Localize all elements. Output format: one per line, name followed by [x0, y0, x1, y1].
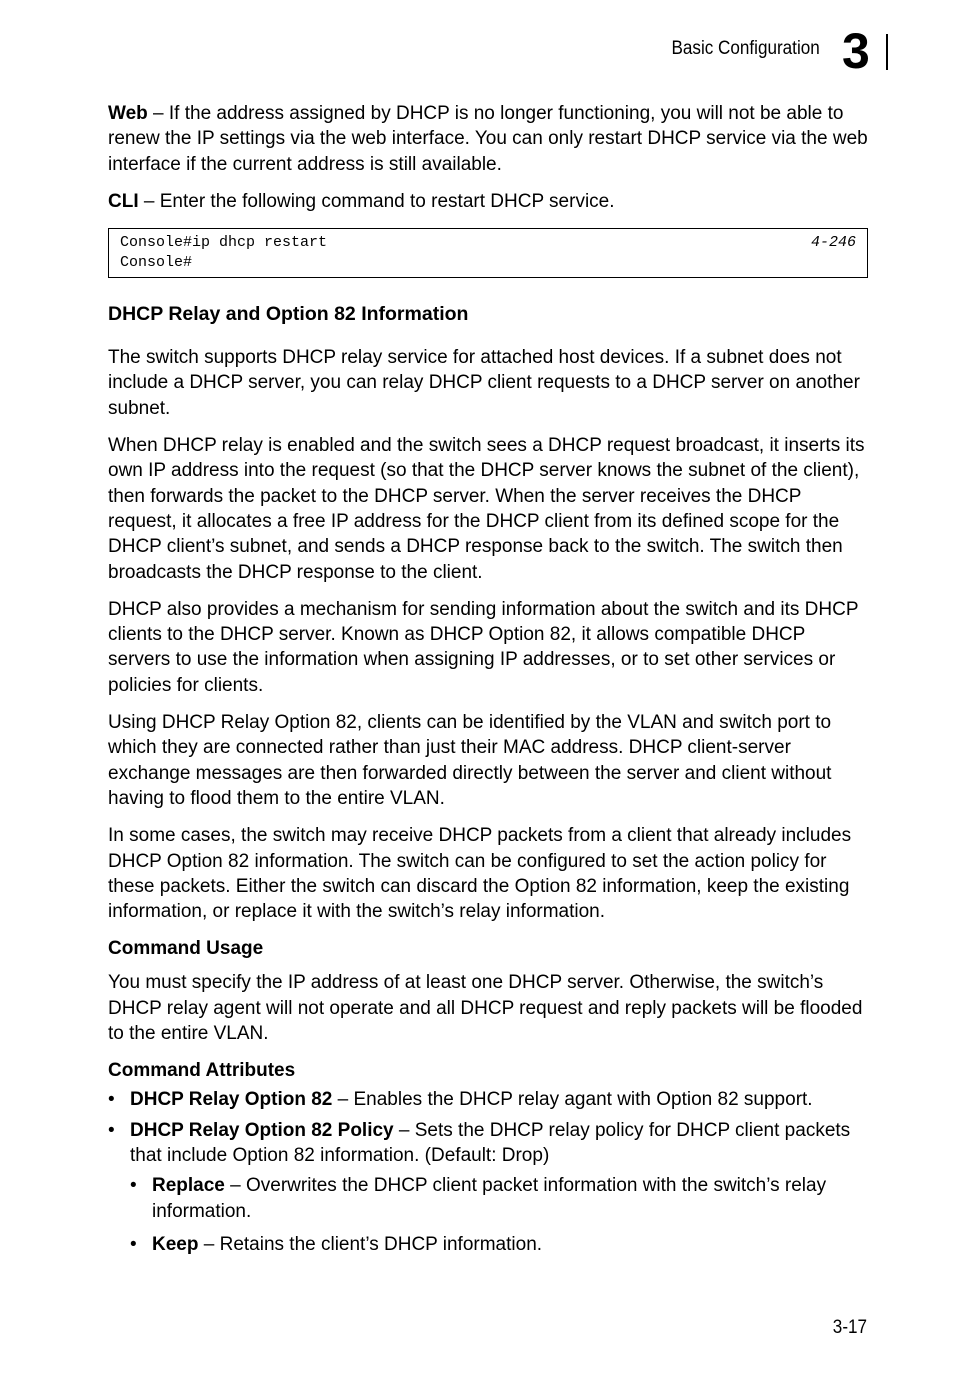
body-paragraph: In some cases, the switch may receive DHCP packets from a client that already includes DHCP Option 82 information. The switch can be configured to set the action policy for these packets. Either the switch can discard the Option 82 information, keep the existing information, or replace it with the switch’s relay information. — [108, 825, 852, 923]
command-usage-heading: Command Usage — [108, 938, 264, 960]
code-line — [120, 233, 856, 253]
web-label: Web — [108, 103, 148, 124]
chapter-rule — [886, 34, 888, 70]
code-prompt: Console# — [120, 253, 193, 271]
running-header: Basic Configuration — [671, 38, 820, 59]
code-command: Console#ip dhcp restart — [120, 234, 328, 252]
option-desc: – Retains the client’s DHCP information. — [198, 1233, 543, 1255]
page-number: 3-17 — [832, 1317, 867, 1338]
code-example — [108, 228, 868, 278]
list-item — [130, 1173, 868, 1224]
web-paragraph — [108, 101, 868, 177]
attribute-desc: – Enables the DHCP relay agant with Option 82 support. — [332, 1089, 813, 1111]
attribute-list — [108, 1087, 868, 1257]
option-term: Replace — [152, 1175, 225, 1197]
body-paragraph: DHCP also provides a mechanism for sending information about the switch and its DHCP clients to the DHCP server. Known as DHCP Option 82, it allows compatible DHCP servers to use the information when assigning IP addresses, or to set other services or policies for clients. — [108, 598, 859, 696]
body-paragraph: When DHCP relay is enabled and the switch sees a DHCP request broadcast, it inserts its own IP address into the request (so that the DHCP server knows the subnet of the client), then forwards the packet to the DHCP server. When the server receives the DHCP request, it allocates a free IP address for the DHCP client from its defined scope for the DHCP client’s subnet, and sends a DHCP response back to the switch. The switch then broadcasts the DHCP response to the client. — [108, 435, 865, 583]
attribute-term: DHCP Relay Option 82 Policy — [130, 1119, 394, 1141]
body-paragraph: The switch supports DHCP relay service for attached host devices. If a subnet does not include a DHCP server, you can relay DHCP client requests to a DHCP server on another subnet. — [108, 347, 860, 419]
body-paragraph: Using DHCP Relay Option 82, clients can be identified by the VLAN and switch port to which they are connected rather than just their MAC address. DHCP client-server exchange messages are then forwarded directly between the server and client without having to flood them to the entire VLAN. — [108, 712, 832, 809]
cli-paragraph — [108, 189, 868, 214]
command-usage-text: You must specify the IP address of at least one DHCP server. Otherwise, the switch’s DHCP relay agent will not operate and all DHCP request and reply packets will be flooded to the entire VLAN. — [108, 972, 863, 1045]
option-term: Keep — [152, 1233, 199, 1255]
option-desc: – Overwrites the DHCP client packet information with the switch’s relay information. — [152, 1175, 827, 1222]
web-text: – If the address assigned by DHCP is no longer functioning, you will not be able to renew the IP settings via the web interface. You can only restart DHCP service via the web interface if the current address is still available. — [108, 103, 868, 175]
code-page-reference: 4-246 — [810, 234, 856, 252]
cli-text: – Enter the following command to restart DHCP service. — [138, 190, 615, 212]
list-item — [108, 1087, 868, 1112]
attribute-term: DHCP Relay Option 82 — [130, 1089, 333, 1111]
chapter-number: 3 — [842, 23, 868, 79]
policy-option-list — [130, 1173, 868, 1257]
code-line — [120, 253, 856, 273]
attribute-desc: – Sets the DHCP relay policy for DHCP client packets that include Option 82 information. (Default: Drop) — [130, 1119, 851, 1166]
list-item — [108, 1118, 868, 1257]
cli-label: CLI — [108, 190, 139, 212]
command-attributes-heading: Command Attributes — [108, 1060, 296, 1082]
page-content — [108, 101, 868, 1265]
section-heading: DHCP Relay and Option 82 Information — [108, 303, 469, 326]
list-item — [130, 1232, 868, 1257]
